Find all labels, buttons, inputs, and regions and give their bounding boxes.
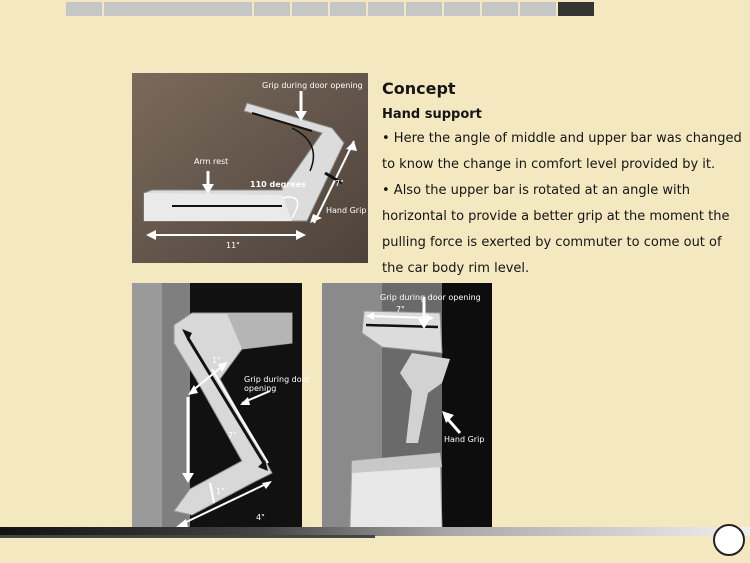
nav-segment-9[interactable] bbox=[482, 2, 520, 16]
nav-segment-6[interactable] bbox=[368, 2, 406, 16]
label-arm-rest: Arm rest bbox=[194, 157, 229, 166]
slide-navigation-button[interactable] bbox=[713, 524, 745, 556]
label-hand-grip: Hand Grip bbox=[326, 206, 367, 215]
photo-perspective-view-drawing bbox=[322, 283, 492, 529]
label-opening: opening bbox=[244, 384, 277, 393]
label-1-inch-top: 1" bbox=[212, 356, 221, 365]
bottom-accent-line bbox=[0, 535, 375, 538]
slide-title: Concept bbox=[382, 79, 456, 98]
nav-segment-8[interactable] bbox=[444, 2, 482, 16]
nav-segment-1[interactable] bbox=[66, 2, 104, 16]
photo-perspective-view bbox=[322, 283, 492, 529]
label-7-inch: 7" bbox=[335, 179, 344, 188]
nav-segment-3[interactable] bbox=[254, 2, 292, 16]
bullet-1: • Here the angle of middle and upper bar was changed to know the change in comfort level provided by it. bbox=[382, 131, 742, 172]
nav-segment-7[interactable] bbox=[406, 2, 444, 16]
nav-segment-10[interactable] bbox=[520, 2, 558, 16]
nav-segment-active[interactable] bbox=[558, 2, 596, 16]
label-grip-door: Grip during door bbox=[244, 375, 310, 384]
bullet-2: • Also the upper bar is rotated at an angle with horizontal to provide a better grip at the moment the pulling force is exerted by commuter to come out of the car body rim level. bbox=[382, 183, 730, 276]
label-grip-door-opening: Grip during door opening bbox=[262, 81, 363, 90]
label-grip-door-opening: Grip during door opening bbox=[380, 293, 481, 302]
photo-front-view bbox=[132, 283, 310, 529]
nav-segment-4[interactable] bbox=[292, 2, 330, 16]
photo-side-view-drawing bbox=[132, 73, 368, 263]
label-11-inch: 11" bbox=[226, 241, 240, 250]
top-navigation bbox=[66, 2, 596, 16]
label-7-inch: 7" bbox=[228, 431, 237, 440]
label-4-inch: 4" bbox=[256, 513, 265, 522]
label-hand-grip: Hand Grip bbox=[444, 435, 485, 444]
label-110-degrees: 110 degrees bbox=[250, 180, 306, 189]
label-1-inch-bottom: 1" bbox=[216, 487, 225, 496]
label-7-inch: 7" bbox=[396, 305, 405, 314]
slide-subtitle: Hand support bbox=[382, 107, 482, 122]
photo-side-view bbox=[132, 73, 368, 263]
concept-text bbox=[382, 78, 742, 282]
nav-segment-2[interactable] bbox=[104, 2, 254, 16]
nav-segment-5[interactable] bbox=[330, 2, 368, 16]
